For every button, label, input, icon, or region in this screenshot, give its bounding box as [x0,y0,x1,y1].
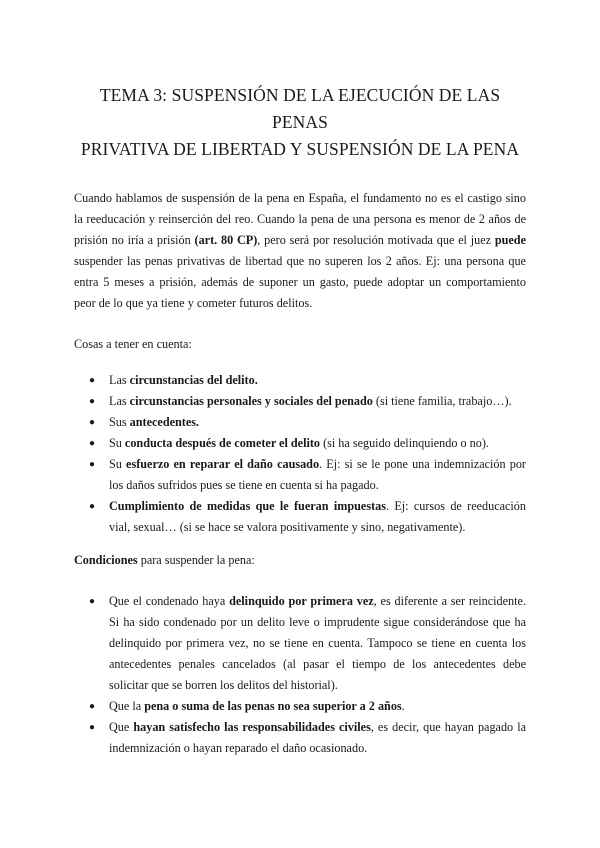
item-bold: circunstancias del delito. [129,373,258,387]
condiciones-rest: para suspender la pena: [137,553,255,567]
bullet-icon: ● [89,438,96,449]
item-text: Que el condenado haya [109,594,230,608]
item-bold: antecedentes. [129,415,200,429]
bullet-icon: ● [89,417,96,428]
intro-text-1: Cuando hablamos de suspensión de la pena en España, el fundamento no es el castigo sino la reeducación y reinserción del reo. Cuando la pena de una persona es menor de 2 años de prisión no iría a prisión [74,191,526,247]
bullet-icon: ● [89,459,96,470]
list-item [89,496,526,538]
intro-text-2: , pero será por resolución motivada que el juez [257,233,495,247]
item-bold: pena o suma de las penas no sea superior a 2 años [144,699,402,713]
item-text: Que [109,720,134,734]
item-text: Su [109,457,127,471]
item-bold: hayan satisfecho las responsabilidades civiles [133,720,371,734]
item-bold: Cumplimiento de medidas que le fueran impuestas [109,499,386,513]
condiciones-heading [74,550,526,571]
list-item [89,454,526,496]
list-item [89,391,526,412]
item-bold: conducta después de cometer el delito [124,436,321,450]
list-item [89,591,526,696]
item-text: , es diferente a ser reincidente. Si ha sido condenado por un delito leve o imprudente sigue considerándose que ha delinquido por primera vez, no se tiene en cuenta. Tampoco se tiene en cuenta los antecedentes penales cancelados (al pasar el tiempo de los antecedentes debe solicitar que se borren los delitos del historial). [109,594,526,692]
bullet-icon: ● [89,596,96,607]
intro-text-3: suspender las penas privativas de libertad que no superen los 2 años. Ej: una persona que entra 5 meses a prisión, además de suponer un gasto, puede adoptar un comportamiento peor de lo que ya tiene y cometer futuros delitos. [74,254,526,310]
item-text: Las [109,373,130,387]
item-text: . Ej: cursos de reeducación vial, sexual… (si se hace se valora positivamente y sino, negativamente). [109,499,526,534]
item-text: Que la [109,699,145,713]
list-item [89,696,526,717]
list-item [89,412,526,433]
list-item [89,433,526,454]
condiciones-list [74,591,526,759]
title-line-1: TEMA 3: SUSPENSIÓN DE LA EJECUCIÓN DE LAS PENAS [99,85,501,132]
title-line-2: PRIVATIVA DE LIBERTAD Y SUSPENSIÓN DE LA PENA [80,139,520,159]
item-bold: circunstancias personales y sociales del penado [129,394,373,408]
bullet-icon: ● [89,375,96,386]
list-item [89,370,526,391]
item-text: Su [109,436,125,450]
condiciones-bold: Condiciones [74,553,138,567]
bullet-icon: ● [89,722,96,733]
bullet-icon: ● [89,501,96,512]
item-text: (si tiene familia, trabajo…). [372,394,512,408]
item-bold: esfuerzo en reparar el daño causado [126,457,320,471]
item-text: Las [109,394,130,408]
bullet-icon: ● [89,396,96,407]
list-item [89,717,526,759]
intro-article-ref: (art. 80 CP) [194,233,258,247]
item-text: , es decir, que hayan pagado la indemnización o hayan reparado el daño ocasionado. [109,720,526,755]
intro-emphasis-puede: puede [494,233,526,247]
cosas-list [74,370,526,538]
item-bold: delinquido por primera vez [229,594,374,608]
item-text: . Ej: si se le pone una indemnización por los daños sufridos pues se tiene en cuenta si ha pagado. [109,457,526,492]
item-text: Sus [109,415,130,429]
intro-paragraph [74,188,526,314]
bullet-icon: ● [89,701,96,712]
item-text: . [401,699,405,713]
document-title [74,0,526,163]
cosas-heading: Cosas a tener en cuenta: [74,337,192,351]
item-text: (si ha seguido delinquiendo o no). [320,436,489,450]
